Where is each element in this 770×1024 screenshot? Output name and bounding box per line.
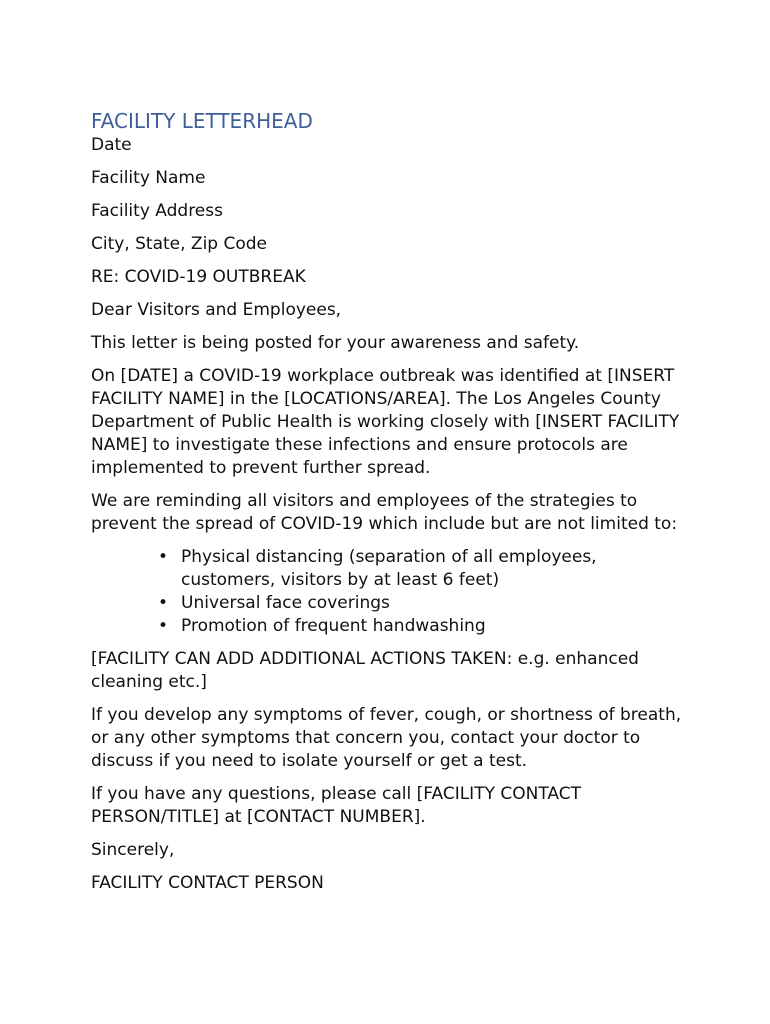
intro-paragraph: This letter is being posted for your awareness and safety. bbox=[91, 333, 580, 353]
letter-document bbox=[91, 108, 691, 905]
strategy-text: Physical distancing (separation of all employees, customers, visitors by at least 6 feet) bbox=[181, 547, 597, 590]
closing: Sincerely, bbox=[91, 840, 175, 860]
facility-name-line: Facility Name bbox=[91, 168, 206, 188]
subject-line: RE: COVID-19 OUTBREAK bbox=[91, 267, 306, 287]
strategy-text: Promotion of frequent handwashing bbox=[181, 616, 486, 636]
strategy-list bbox=[91, 546, 691, 638]
questions-paragraph: If you have any questions, please call [FACILITY CONTACT PERSON/TITLE] at [CONTACT NUMBER]. bbox=[91, 784, 581, 827]
bullet-icon: • bbox=[158, 593, 169, 613]
salutation: Dear Visitors and Employees, bbox=[91, 300, 342, 320]
signature: FACILITY CONTACT PERSON bbox=[91, 873, 324, 893]
bullet-icon: • bbox=[158, 547, 169, 567]
list-item bbox=[91, 615, 691, 638]
city-state-zip-line: City, State, Zip Code bbox=[91, 234, 268, 254]
bullet-icon: • bbox=[158, 616, 169, 636]
reminder-paragraph: We are reminding all visitors and employees of the strategies to prevent the spread of COVID-19 which include but are not limited to: bbox=[91, 491, 678, 534]
additional-actions-paragraph: [FACILITY CAN ADD ADDITIONAL ACTIONS TAKEN: e.g. enhanced cleaning etc.] bbox=[91, 649, 639, 692]
letterhead-title: FACILITY LETTERHEAD bbox=[91, 109, 313, 133]
strategy-text: Universal face coverings bbox=[181, 593, 390, 613]
facility-address-line: Facility Address bbox=[91, 201, 223, 221]
outbreak-paragraph: On [DATE] a COVID-19 workplace outbreak was identified at [INSERT FACILITY NAME] in the [LOCATIONS/AREA]. The Los Angeles County Department of Public Health is working closely with [INSERT FACILITY NAME] to investigate these infections and ensure protocols are implemented to prevent further spread. bbox=[91, 366, 680, 478]
list-item bbox=[91, 546, 691, 592]
symptoms-paragraph: If you develop any symptoms of fever, cough, or shortness of breath, or any other symptoms that concern you, contact your doctor to discuss if you need to isolate yourself or get a test. bbox=[91, 705, 682, 771]
date-line: Date bbox=[91, 135, 132, 155]
list-item bbox=[91, 592, 691, 615]
